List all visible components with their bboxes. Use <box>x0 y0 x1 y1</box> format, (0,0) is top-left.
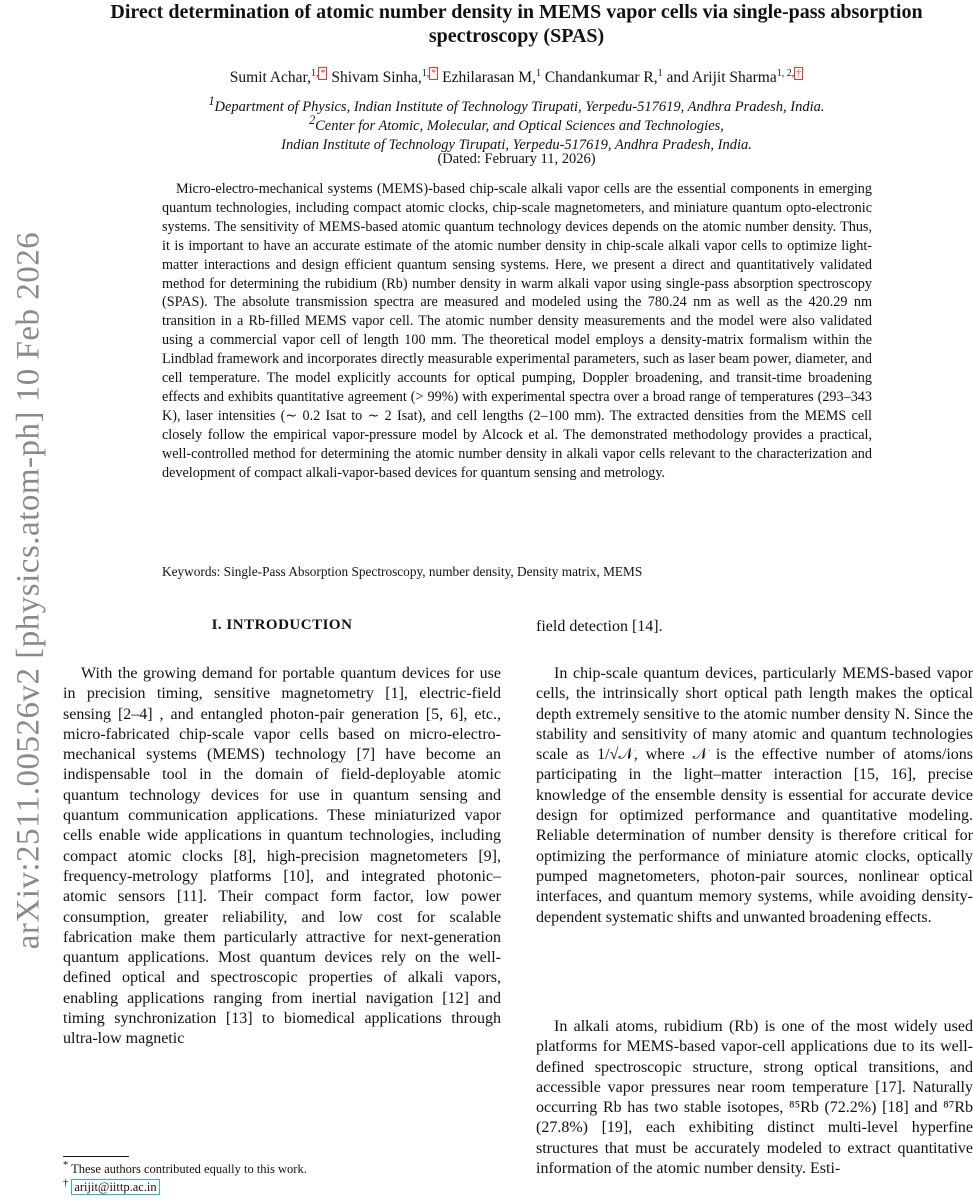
footnote-email: † arijit@iittp.ac.in <box>63 1178 160 1195</box>
footnote-equal-contribution: * These authors contributed equally to this work. <box>63 1160 307 1177</box>
affiliation-2: $^2$Center for Atomic, Molecular, and Optical Sciences and Technologies, Indian Institute of Technology Tirupati, Yerpedu-517619, Andhra Pradesh, India. <box>281 113 752 153</box>
arxiv-sidebar-stamp <box>6 200 52 980</box>
intro-paragraph-2: In chip-scale quantum devices, particularly MEMS-based vapor cells, the intrinsically short optical path length makes the optical depth extremely sensitive to the atomic number density N. Since the stability and sensitivity of many atomic and quantum technologies scale as 1/√𝒩, where 𝒩 is the effective number of atoms/ions participating in the light–matter interaction [15, 16], precise knowledge of the ensemble density is essential for accurate device design for optimized performance and quantitative modeling. Reliable determination of number density is therefore critical for optimizing the performance of miniature atomic clocks, optically pumped magnetometers, photon-pair sources, nonlinear optical interfaces, and quantum memory systems, while avoiding density-dependent systematic shifts and unwanted broadening effects. <box>536 665 973 926</box>
author-4: Chandankumar R, <box>544 69 658 87</box>
author-3: Ezhilarasan M, <box>442 69 536 87</box>
keywords: Keywords: Single-Pass Absorption Spectroscopy, number density, Density matrix, MEMS <box>162 564 643 579</box>
footnote-rule <box>63 1156 129 1157</box>
section-heading-introduction: I. INTRODUCTION <box>211 617 353 633</box>
date-line: (Dated: February 11, 2026) <box>437 151 596 167</box>
affiliation-1: $^1$Department of Physics, Indian Institute of Technology Tirupati, Yerpedu-517619, Andhra Pradesh, India. <box>208 94 825 115</box>
intro-paragraph-1: With the growing demand for portable quantum devices for use in precision timing, sensitive magnetometry [1], electric-field sensing [2–4] , and entangled photon-pair generation [5, 6], etc., micro-fabricated chip-scale vapor cells based on micro-electro-mechanical systems (MEMS) technology [7] have become an indispensable tool in the domain of field-deployable atomic quantum technology devices for use in quantum sensing and quantum communication applications. These miniaturized vapor cells enable wide applications in quantum technologies, including compact atomic clocks [8], high-precision magnetometers [9], frequency-metrology platforms [10], and integrated photonic–atomic sensors [11]. Their compact form factor, low power consumption, greater reliability, and low cost for scalable fabrication make them particularly attractive for next-generation quantum applications. Most quantum devices rely on the well-defined optical and spectroscopic properties of alkali vapors, enabling applications ranging from inertial navigation [12] and timing synchronization [13] to biomedical applications through ultra-low magnetic <box>63 665 501 1048</box>
abstract: Micro-electro-mechanical systems (MEMS)-based chip-scale alkali vapor cells are the essential components in emerging quantum technologies, including compact atomic clocks, chip-scale magnetometers, and miniature quantum opto-electronic systems. The sensitivity of MEMS-based atomic quantum technology devices depends on the atomic number density. Thus, it is important to have an accurate estimate of the atomic number density in chip-scale alkali vapor cells to optimize light-matter interactions and design efficient quantum sensing systems. Here, we present a direct and quantitatively validated method for determining the rubidium (Rb) number density in warm alkali vapor using single-pass absorption spectroscopy (SPAS). The absolute transmission spectra are measured and modeled using the 780.24 nm as well as the 420.29 nm transition in a Rb-filled MEMS vapor cell. The atomic number density measurements and the model were also validated using a commercial vapor cell of length 100 mm. The theoretical model employs a density-matrix formalism within the Lindblad framework and incorporates directly measurable experimental parameters, such as laser beam power, diameter, and cell temperature. The model explicitly accounts for optical pumping, Doppler broadening, and transit-time broadening effects and exhibits quantitative agreement (> 99%) with experimental spectra over a broad range of temperatures (293–343 K), laser intensities (∼ 0.2 Isat to ∼ 2 Isat), and cell lengths (2–100 mm). The extracted densities from the MEMS cell closely follow the empirical vapor-pressure model by Alcock et al. The demonstrated methodology provides a practical, well-controlled method for determining the atomic number density in alkali vapor cells relevant to the characterization and development of compact alkali-vapor-based devices for quantum sensing and metrology. <box>162 181 872 481</box>
arxiv-identifier: arXiv:2511.00526v2 [physics.atom-ph] 10 Feb 2026 <box>10 231 47 949</box>
author-list: Sumit Achar,$^{1,}$ * Shivam Sinha,$^{1,}$ * Ezhilarasan M,$^1$ Chandankumar R,$^1$ and Arijit Sharma$^{1, 2,}$ † <box>229 68 802 87</box>
paper-title: Direct determination of atomic number density in MEMS vapor cells via single-pass absorption spectroscopy (SPAS) <box>110 1 923 47</box>
intro-paragraph-continued: field detection [14]. <box>536 618 663 635</box>
footnote-link-star[interactable]: * <box>431 68 437 79</box>
email-link[interactable]: arijit@iittp.ac.in <box>71 1179 159 1195</box>
author-5: and Arijit Sharma <box>666 69 777 87</box>
footnote-link-star[interactable]: * <box>320 68 326 79</box>
footnote-link-dagger[interactable]: † <box>796 68 802 79</box>
author-2: Shivam Sinha, <box>331 69 422 87</box>
author-1: Sumit Achar, <box>229 69 311 87</box>
intro-paragraph-3: In alkali atoms, rubidium (Rb) is one of the most widely used platforms for MEMS-based vapor-cell applications due to its well-defined spectroscopic structure, strong optical transitions, and accessible vapor pressures near room temperature [17]. Naturally occurring Rb has two stable isotopes, ⁸⁵Rb (72.2%) [18] and ⁸⁷Rb (27.8%) [19], each exhibiting distinct multi-level hyperfine structures that must be accurately modeled to extract quantitative information of the atomic number density. Esti- <box>536 1018 973 1178</box>
